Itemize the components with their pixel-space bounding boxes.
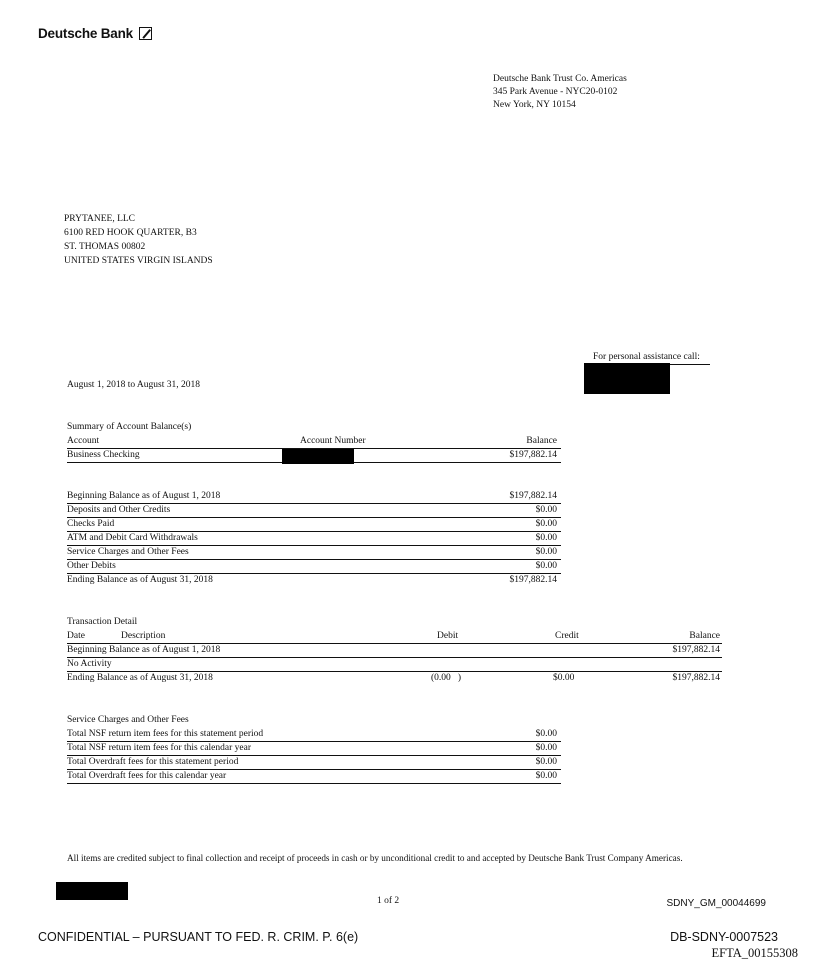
balance-row xyxy=(67,504,561,518)
bates-sdny-gm: SDNY_GM_00044699 xyxy=(666,898,766,909)
txn-no-activity: No Activity xyxy=(67,659,112,669)
customer-address-line: 6100 RED HOOK QUARTER, B3 xyxy=(64,228,197,238)
bank-address-line: Deutsche Bank Trust Co. Americas xyxy=(493,74,627,84)
disclaimer: All items are credited subject to final collection and receipt of proceeds in cash or by unconditional credit to and accepted by Deutsche Bank Trust Company Americas. xyxy=(67,853,683,863)
fee-label: Total NSF return item fees for this calendar year xyxy=(67,743,251,753)
customer-address-line: UNITED STATES VIRGIN ISLANDS xyxy=(64,256,213,266)
fee-value: $0.00 xyxy=(535,757,557,767)
summary-balance: $197,882.14 xyxy=(509,450,557,460)
bank-logo xyxy=(38,26,152,41)
customer-address-line: ST. THOMAS 00802 xyxy=(64,242,146,252)
summary-header-account: Account xyxy=(67,436,100,446)
balance-label: Other Debits xyxy=(67,561,116,571)
transaction-title: Transaction Detail xyxy=(67,617,138,627)
assistance-label: For personal assistance call: xyxy=(593,351,710,365)
txn-balance: $197,882.14 xyxy=(672,673,720,683)
txn-header-balance: Balance xyxy=(689,631,720,641)
fee-label: Total Overdraft fees for this statement period xyxy=(67,757,239,767)
balance-label: Ending Balance as of August 31, 2018 xyxy=(67,575,213,585)
balance-label: ATM and Debit Card Withdrawals xyxy=(67,533,198,543)
customer-address xyxy=(64,212,213,268)
transaction-row-no-activity xyxy=(67,658,722,672)
balance-label: Deposits and Other Credits xyxy=(67,505,171,515)
fee-value: $0.00 xyxy=(535,729,557,739)
balance-row xyxy=(67,518,561,532)
txn-description: Beginning Balance as of August 1, 2018 xyxy=(67,645,221,655)
balance-value: $0.00 xyxy=(535,561,557,571)
balance-value: $197,882.14 xyxy=(509,491,557,501)
bank-address xyxy=(493,73,627,112)
transaction-header-row xyxy=(67,630,722,644)
txn-header-credit: Credit xyxy=(555,631,579,641)
fees-title: Service Charges and Other Fees xyxy=(67,715,189,725)
redacted-account-number xyxy=(282,449,354,464)
txn-balance: $197,882.14 xyxy=(672,645,720,655)
txn-header-description: Description xyxy=(121,631,166,641)
balance-value: $0.00 xyxy=(535,533,557,543)
balance-row xyxy=(67,560,561,574)
summary-header-number: Account Number xyxy=(300,436,366,446)
fee-row xyxy=(67,728,561,742)
fee-value: $0.00 xyxy=(535,743,557,753)
page-number: 1 of 2 xyxy=(377,896,400,906)
balance-label: Service Charges and Other Fees xyxy=(67,547,189,557)
balance-value: $0.00 xyxy=(535,547,557,557)
bates-efta: EFTA_00155308 xyxy=(711,946,798,960)
statement-period: August 1, 2018 to August 31, 2018 xyxy=(67,380,201,390)
customer-address-line: PRYTANEE, LLC xyxy=(64,214,136,224)
txn-debit: (0.00 ) xyxy=(431,673,462,683)
fee-row xyxy=(67,742,561,756)
fee-label: Total NSF return item fees for this statement period xyxy=(67,729,264,739)
balance-value: $0.00 xyxy=(535,505,557,515)
balance-row xyxy=(67,490,561,504)
confidential-notice: CONFIDENTIAL – PURSUANT TO FED. R. CRIM. P. 6(e) xyxy=(38,930,359,944)
fee-value: $0.00 xyxy=(535,771,557,781)
redacted-phone xyxy=(584,363,670,394)
logo-text: Deutsche Bank xyxy=(38,26,133,41)
bank-address-line: New York, NY 10154 xyxy=(493,100,576,110)
txn-header-date: Date xyxy=(67,631,85,641)
transaction-row-beginning xyxy=(67,644,722,658)
balance-value: $0.00 xyxy=(535,519,557,529)
fee-label: Total Overdraft fees for this calendar year xyxy=(67,771,227,781)
fee-row xyxy=(67,770,561,784)
balance-row-ending xyxy=(67,574,561,587)
txn-description: Ending Balance as of August 31, 2018 xyxy=(67,673,213,683)
summary-header-balance: Balance xyxy=(526,436,557,446)
summary-title: Summary of Account Balance(s) xyxy=(67,422,192,432)
balance-value: $197,882.14 xyxy=(509,575,557,585)
balance-row xyxy=(67,546,561,560)
fee-row xyxy=(67,756,561,770)
bates-db: DB-SDNY-0007523 xyxy=(670,930,778,944)
txn-credit: $0.00 xyxy=(553,673,575,683)
redacted-footer-code xyxy=(56,882,128,900)
txn-header-debit: Debit xyxy=(437,631,459,641)
summary-account: Business Checking xyxy=(67,450,140,460)
balance-row xyxy=(67,532,561,546)
summary-header-row xyxy=(67,435,561,449)
balance-label: Beginning Balance as of August 1, 2018 xyxy=(67,491,221,501)
balance-label: Checks Paid xyxy=(67,519,115,529)
bank-address-line: 345 Park Avenue - NYC20-0102 xyxy=(493,87,618,97)
transaction-row-ending xyxy=(67,672,722,685)
deutsche-bank-slash-icon xyxy=(139,27,152,40)
